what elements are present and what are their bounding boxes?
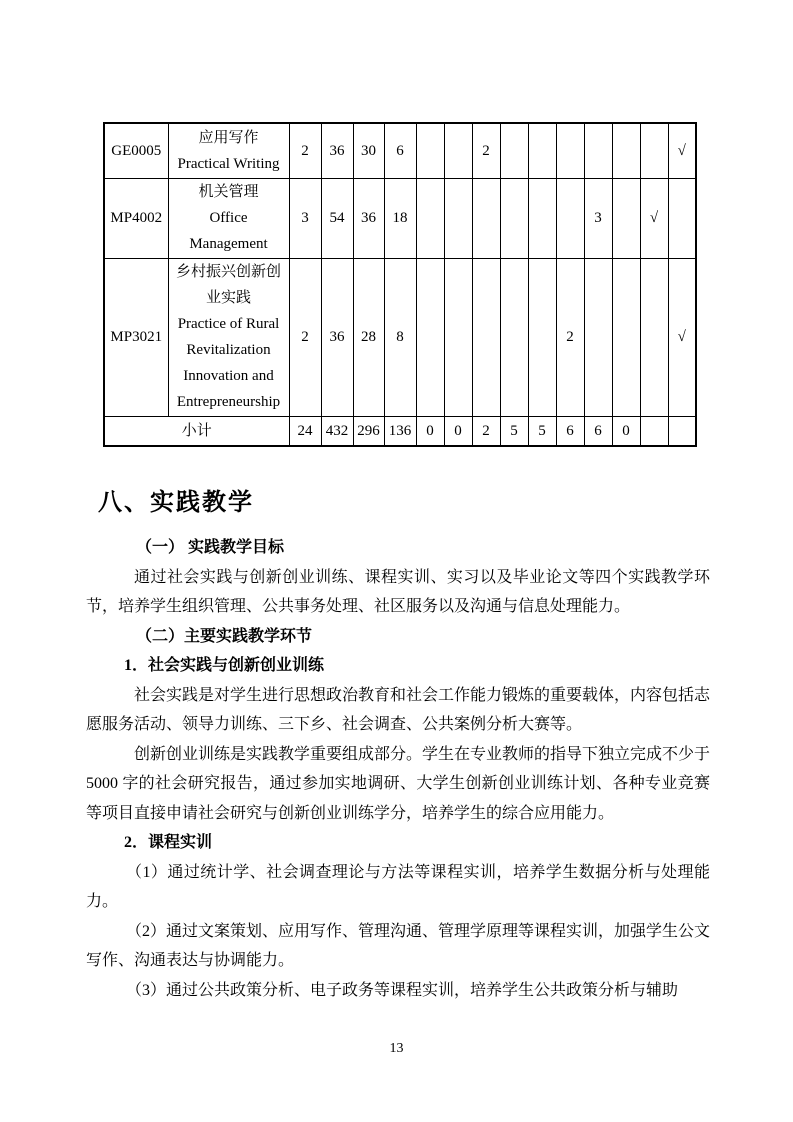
exam-check-cell: [640, 416, 668, 446]
semester-3-cell: 2: [472, 416, 500, 446]
semester-4-cell: [500, 258, 528, 416]
credits-cell: 24: [289, 416, 321, 446]
total-hours-cell: 36: [321, 258, 353, 416]
table-row-course: [104, 258, 696, 416]
course-name-zh: 乡村振兴创新创业实践: [175, 264, 281, 306]
semester-8-cell: [612, 258, 640, 416]
table-row-course: [104, 123, 696, 178]
paragraph: 社会实践是对学生进行思想政治教育和社会工作能力锻炼的重要载体，内容包括志愿服务活动、领导力训练、三下乡、社会调查、公共案例分析大赛等。: [86, 686, 711, 733]
lecture-hours-cell: 36: [353, 178, 384, 258]
paragraph: （1）通过统计学、社会调查理论与方法等课程实训，培养学生数据分析与处理能力。: [86, 863, 710, 910]
semester-1-cell: [416, 258, 444, 416]
total-hours-cell: 54: [321, 178, 353, 258]
lecture-hours-cell: 30: [353, 123, 384, 178]
exam-check-cell: [640, 123, 668, 178]
course-name-cell: [168, 258, 289, 416]
course-code-cell: MP3021: [104, 258, 168, 416]
practice-hours-cell: 18: [384, 178, 416, 258]
subtotal-label-cell: 小计: [104, 416, 289, 446]
semester-6-cell: 6: [556, 416, 584, 446]
semester-8-cell: 0: [612, 416, 640, 446]
assessment-check-cell: [668, 178, 696, 258]
assessment-check-cell: [668, 416, 696, 446]
semester-7-cell: [584, 258, 612, 416]
semester-8-cell: [612, 178, 640, 258]
semester-3-cell: 2: [472, 123, 500, 178]
semester-1-cell: [416, 178, 444, 258]
exam-check-cell: [640, 258, 668, 416]
semester-2-cell: [444, 258, 472, 416]
section-body: [86, 533, 710, 1005]
numbered-heading-1: 1．社会实践与创新创业训练: [124, 657, 325, 674]
course-name-en: Office Management: [189, 210, 268, 252]
semester-5-cell: [528, 178, 556, 258]
total-hours-cell: 36: [321, 123, 353, 178]
paragraph: 通过社会实践与创新创业训练、课程实训、实习以及毕业论文等四个实践教学环节，培养学生组织管理、公共事务处理、社区服务以及沟通与信息处理能力。: [86, 568, 710, 615]
semester-1-cell: 0: [416, 416, 444, 446]
semester-5-cell: [528, 123, 556, 178]
assessment-check-cell: √: [668, 123, 696, 178]
semester-4-cell: 5: [500, 416, 528, 446]
practice-hours-cell: 8: [384, 258, 416, 416]
semester-6-cell: [556, 178, 584, 258]
semester-7-cell: 3: [584, 178, 612, 258]
course-name-zh: 机关管理: [198, 184, 259, 200]
semester-7-cell: 6: [584, 416, 612, 446]
table-row-subtotal: [104, 416, 696, 446]
semester-2-cell: [444, 178, 472, 258]
semester-4-cell: [500, 178, 528, 258]
subsection-heading-2: （二）主要实践教学环节: [136, 627, 313, 645]
semester-6-cell: 2: [556, 258, 584, 416]
course-name-en: Practical Writing: [177, 155, 280, 172]
credits-cell: 3: [289, 178, 321, 258]
semester-7-cell: [584, 123, 612, 178]
course-name-zh: 应用写作: [198, 129, 259, 146]
course-name-cell: [168, 178, 289, 258]
semester-5-cell: [528, 258, 556, 416]
subsection-heading-1: （一） 实践教学目标: [136, 539, 285, 556]
credits-cell: 2: [289, 123, 321, 178]
paragraph: 创新创业训练是实践教学重要组成部分。学生在专业教师的指导下独立完成不少于 5000 字的社会研究报告，通过参加实地调研、大学生创新创业训练计划、各种专业竞赛等项目直接申请社会研究与创新创业训练学分，培养学生的综合应用能力。: [86, 745, 711, 822]
semester-6-cell: [556, 123, 584, 178]
lecture-hours-cell: 28: [353, 258, 384, 416]
numbered-heading-2: 2．课程实训: [124, 834, 213, 851]
semester-1-cell: [416, 123, 444, 178]
course-name-en: Practice of Rural Revitalization Innovation and Entrepreneurship: [176, 316, 281, 410]
course-name-cell: [168, 123, 289, 178]
semester-2-cell: 0: [444, 416, 472, 446]
course-code-cell: MP4002: [104, 178, 168, 258]
semester-4-cell: [500, 123, 528, 178]
paragraph: （3）通过公共政策分析、电子政务等课程实训，培养学生公共政策分析与辅助: [126, 981, 679, 999]
exam-check-cell: √: [640, 178, 668, 258]
paragraph: （2）通过文案策划、应用写作、管理沟通、管理学原理等课程实训，加强学生公文写作、沟通表达与协调能力。: [86, 922, 711, 969]
credits-cell: 2: [289, 258, 321, 416]
semester-3-cell: [472, 258, 500, 416]
semester-8-cell: [612, 123, 640, 178]
table-row-course: [104, 178, 696, 258]
course-code-cell: GE0005: [104, 123, 168, 178]
semester-2-cell: [444, 123, 472, 178]
assessment-check-cell: √: [668, 258, 696, 416]
semester-3-cell: [472, 178, 500, 258]
total-hours-cell: 432: [321, 416, 353, 446]
semester-5-cell: 5: [528, 416, 556, 446]
course-table: [103, 122, 697, 447]
practice-hours-cell: 6: [384, 123, 416, 178]
practice-hours-cell: 136: [384, 416, 416, 446]
page-number: 13: [389, 1041, 404, 1056]
lecture-hours-cell: 296: [353, 416, 384, 446]
section-heading: 八、实践教学: [98, 489, 254, 516]
